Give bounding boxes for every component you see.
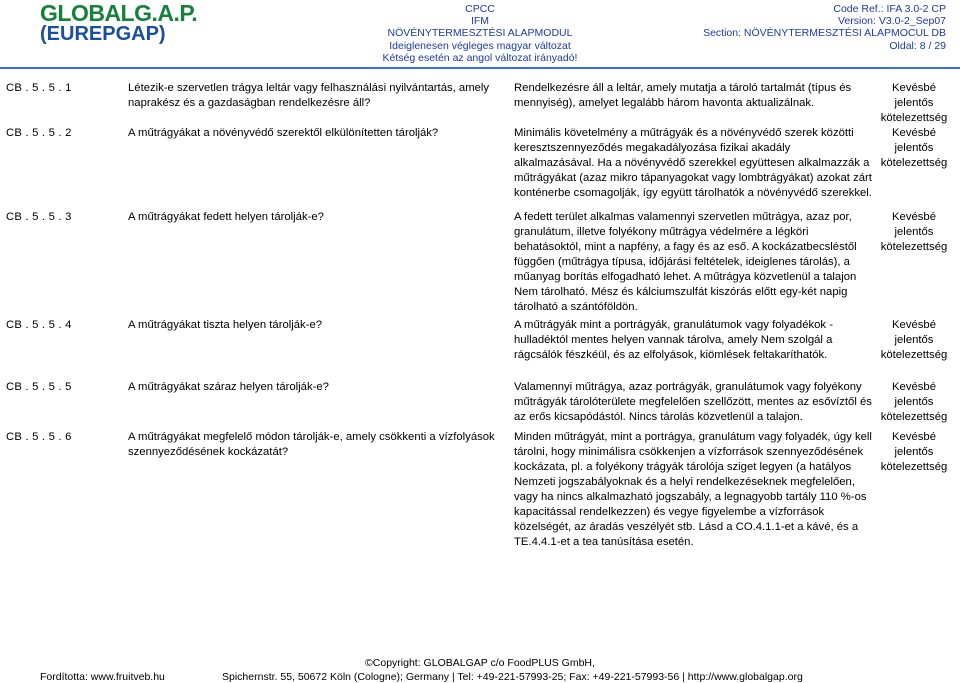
footer-translator: Fordította: www.fruitveb.hu [40, 671, 165, 683]
compliance-criteria: A műtrágyák mint a portrágyák, granulátumok vagy folyadékok - hulladéktól mentes helyen vannak tárolva, amely Nem szolgál a rágcsálók fészkéül, és az elfolyások, kiömlések feltakaríthatók. [514, 319, 833, 361]
compliance-criteria: Rendelkezésre áll a leltár, amely mutatja a tároló tartalmát (típus és mennyiség), amelyet legalább három havonta aktualizálnak. [514, 82, 852, 109]
compliance-level: Kevésbé jelentős kötelezettség [880, 381, 948, 423]
globalgap-logo [40, 0, 198, 45]
control-point-question: A műtrágyákat a növényvédő szerektől elkülönítetten tárolják? [128, 127, 439, 139]
control-point-question: A műtrágyákat tiszta helyen tárolják-e? [128, 319, 323, 331]
control-point-question: A műtrágyákat megfelelő módon tárolják-e, amely csökkenti a vízfolyások szennyeződésének kockázatát? [128, 431, 495, 458]
header-center [320, 3, 640, 64]
logo-text-globalgap: GLOBALG.A.P. [40, 0, 198, 26]
control-point-question: Létezik-e szervetlen trágya leltár vagy felhasználási nyilvántartás, amely naprakész és a gazdaságban rendelkezésre áll? [128, 82, 490, 109]
header-module: NÖVÉNYTERMESZTÉSI ALAPMODUL [387, 27, 573, 40]
control-point-question: A műtrágyákat fedett helyen tárolják-e? [128, 211, 324, 223]
control-point-ref: CB . 5 . 5 . 3 [6, 211, 72, 223]
footer-address: Spichernstr. 55, 50672 Köln (Cologne); Germany | Tel: +49-221-57993-25; Fax: +49-221-57993-56 | http://www.globalgap.org [222, 671, 803, 683]
control-point-ref: CB . 5 . 5 . 6 [6, 431, 72, 443]
compliance-criteria: A fedett terület alkalmas valamennyi szervetlen műtrágya, azaz por, granulátum, illetve folyékony műtrágya védelmére a légköri behatásoktól, mint a napfény, a fagy és az eső. A kockázatbecsléstől függően (műtrágya típusa, időjárási feltételek, ideiglenes tárolás), a műanyag borítás elfogadható lehet. A műtrágya közvetlenül a talajon Nem tárolható. Mész és kálciumszulfát kiszórás előtt egy-két napig tárolható a szántóföldön. [514, 211, 857, 313]
page-number: Oldal: 8 / 29 [889, 39, 946, 52]
footer-copyright: ©Copyright: GLOBALGAP c/o FoodPLUS GmbH, [365, 657, 595, 669]
control-point-question: A műtrágyákat száraz helyen tárolják-e? [128, 381, 329, 393]
version: Version: V3.0-2_Sep07 [838, 15, 946, 28]
control-point-ref: CB . 5 . 5 . 1 [6, 82, 72, 94]
control-point-ref: CB . 5 . 5 . 5 [6, 381, 72, 393]
header-language-note: Kétség esetén az angol változat irányadó! [382, 51, 578, 64]
compliance-criteria: Minimális követelmény a műtrágyák és a növényvédő szerek közötti keresztszennyeződés megakadályozása fizikai akadály alkalmazásával. Ha a növényvédő szerekkel együttesen alkalmazzák a műtrágyákat (azaz mikro tápanyagokat vagy lombtrágyákat) azokat zárt konténerbe csomagolják, így együtt tárolhatók a növényvédő szerekkel. [514, 127, 872, 199]
header-cpcc: CPCC [465, 3, 495, 15]
header-divider [0, 67, 960, 69]
compliance-level: Kevésbé jelentős kötelezettség [880, 211, 948, 253]
control-point-ref: CB . 5 . 5 . 2 [6, 127, 72, 139]
control-point-ref: CB . 5 . 5 . 4 [6, 319, 72, 331]
header-ifm: IFM [470, 15, 490, 28]
compliance-criteria: Minden műtrágyát, mint a portrágya, granulátum vagy folyadék, úgy kell tárolni, hogy minimálisra csökkenjen a vízforrások szennyeződésének kockázata, pl. a folyékony trágyák tárolója sziget legyen (a hatályos Nemzeti jogszabályoknak és a helyi rendelkezéseknek megfelelően, vagy ha nincs alkalmazható jogszabály, a legnagyobb tartály 110 %-os kapacitással rendelkezzen) és vegye figyelembe a vízforrások közelségét, az áradás veszélyét stb. Lásd a CO.4.1.1-et a kávé, és a TE.4.4.1-et a tea tanúsítása esetén. [514, 431, 872, 548]
code-ref: Code Ref.: IFA 3.0-2 CP [833, 3, 946, 15]
section: Section: NÖVÉNYTERMESZTÉSI ALAPMOCUL DB [703, 27, 946, 40]
compliance-criteria: Valamennyi műtrágya, azaz portrágyák, granulátumok vagy folyékony műtrágyák tárolóterülete megfelelően szellőzött, mentes az esővíztől és az erős kicsapódástól. Nincs tárolás közvetlenül a talajon. [514, 381, 872, 423]
header-right [703, 3, 946, 52]
compliance-level: Kevésbé jelentős kötelezettség [880, 319, 948, 361]
compliance-level: Kevésbé jelentős kötelezettség [880, 431, 948, 473]
logo-text-eurepgap: (EUREPGAP) [40, 23, 166, 45]
compliance-level: Kevésbé jelentős kötelezettség [880, 127, 948, 169]
compliance-level: Kevésbé jelentős kötelezettség [880, 82, 948, 124]
header-version-note: Ideiglenesen végleges magyar változat [389, 39, 571, 52]
